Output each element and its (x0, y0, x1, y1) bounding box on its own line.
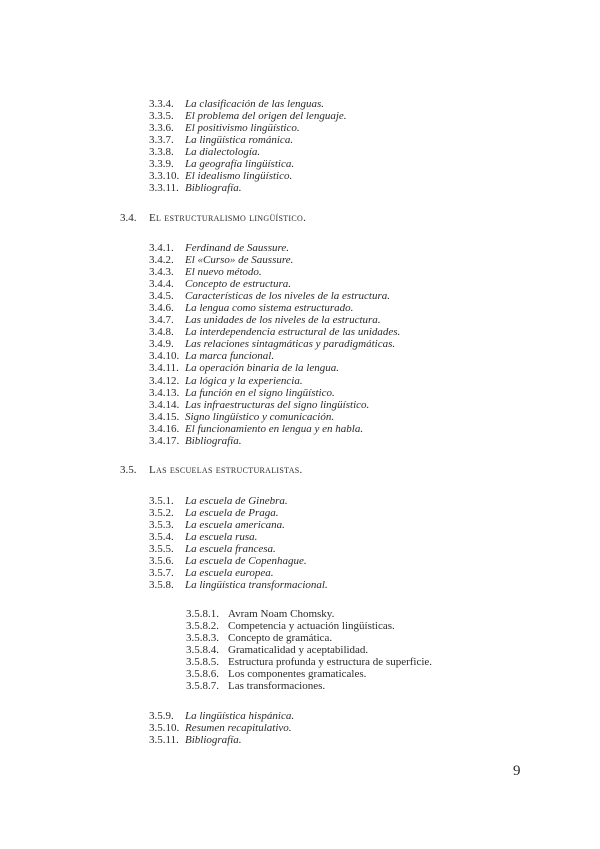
toc-entry (0, 158, 600, 170)
entry-number: 3.4.12. (149, 374, 180, 387)
toc-entry (0, 266, 600, 278)
entry-title: La clasificación de las lenguas. (185, 98, 325, 110)
entry-title: El funcionamiento en lengua y en habla. (185, 422, 364, 435)
entry-title: Concepto de gramática. (228, 632, 333, 645)
entry-number: 3.3.7. (149, 134, 174, 147)
toc-entry (0, 680, 600, 692)
toc-entry (0, 122, 600, 134)
toc-entry (0, 242, 600, 254)
entry-title: Resumen recapitulativo. (185, 722, 292, 735)
toc-entry (0, 495, 600, 507)
toc-entry (0, 644, 600, 656)
entry-number: 3.4.9. (149, 338, 174, 351)
entry-title: El nuevo método. (185, 266, 262, 279)
entry-title: Signo lingüístico y comunicación. (185, 410, 335, 423)
toc-entry (0, 722, 600, 734)
entry-number: 3.5.1. (149, 495, 174, 507)
toc-entry (0, 734, 600, 746)
entry-title: La marca funcional. (185, 350, 275, 363)
entry-number: 3.4.11. (149, 362, 179, 375)
entry-title: El positivismo lingüístico. (185, 122, 300, 135)
toc-entry (0, 435, 600, 447)
toc-entry (0, 98, 600, 110)
toc-entry (0, 668, 600, 680)
entry-number: 3.3.10. (149, 170, 180, 183)
entry-title: Los componentes gramaticales. (228, 668, 367, 681)
entry-title: El idealismo lingüístico. (185, 170, 293, 183)
entry-number: 3.4.13. (149, 386, 180, 399)
entry-number: 3.4.1. (149, 242, 174, 254)
entry-title: La escuela europea. (185, 567, 274, 580)
entry-number: 3.3.4. (149, 98, 174, 110)
toc-entry (0, 656, 600, 668)
page-number: 9 (513, 763, 521, 779)
entry-number: 3.4.15. (149, 410, 180, 423)
entry-number: 3.5.8.2. (186, 620, 219, 633)
entry-number: 3.4.3. (149, 266, 174, 279)
toc-entry (0, 362, 600, 374)
toc-list-3-5 (0, 495, 600, 591)
entry-number: 3.5.8.1. (186, 608, 219, 620)
toc-entry (0, 134, 600, 146)
toc-entry (0, 182, 600, 194)
toc-entry (0, 608, 600, 620)
entry-title: La escuela americana. (185, 519, 285, 532)
entry-title: La interdependencia estructural de las unidades. (185, 326, 401, 339)
entry-title: Las infraestructuras del signo lingüístico. (185, 398, 370, 411)
entry-title: La función en el signo lingüístico. (185, 386, 335, 399)
entry-title: La lógica y la experiencia. (185, 374, 303, 387)
entry-number: 3.5.7. (149, 567, 174, 580)
entry-title: La escuela rusa. (185, 531, 258, 544)
toc-entry (0, 567, 600, 579)
toc-list-3-5-end (0, 710, 600, 746)
entry-number: 3.5.5. (149, 543, 174, 556)
entry-number: 3.5.8.6. (186, 668, 219, 681)
toc-entry (0, 350, 600, 362)
entry-number: 3.4.7. (149, 314, 174, 327)
section-title: Las escuelas estructuralistas. (149, 464, 303, 476)
entry-number: 3.4.16. (149, 422, 180, 435)
toc-entry (0, 170, 600, 182)
toc-entry (0, 146, 600, 158)
entry-number: 3.5.8.7. (186, 680, 219, 693)
toc-entry (0, 632, 600, 644)
section-title: El estructuralismo lingüístico. (149, 212, 307, 224)
section-number: 3.4. (120, 212, 137, 224)
toc-entry (0, 555, 600, 567)
entry-title: La escuela de Copenhague. (185, 555, 307, 568)
section-number: 3.5. (120, 464, 137, 476)
entry-title: Concepto de estructura. (185, 278, 292, 291)
entry-title: Las transformaciones. (228, 680, 326, 693)
entry-title: El «Curso» de Saussure. (185, 254, 294, 267)
entry-number: 3.3.5. (149, 110, 174, 123)
entry-number: 3.3.9. (149, 158, 174, 171)
entry-number: 3.5.8.5. (186, 656, 219, 669)
entry-title: Las relaciones sintagmáticas y paradigmáticas. (185, 338, 396, 351)
entry-number: 3.5.3. (149, 519, 174, 532)
entry-number: 3.4.5. (149, 290, 174, 303)
toc-entry (0, 423, 600, 435)
entry-title: La lingüística románica. (185, 134, 294, 147)
entry-number: 3.5.6. (149, 555, 174, 568)
entry-number: 3.4.10. (149, 350, 180, 363)
entry-number: 3.5.11. (149, 734, 179, 747)
toc-entry (0, 326, 600, 338)
entry-number: 3.5.8. (149, 579, 174, 592)
toc-entry (0, 411, 600, 423)
entry-number: 3.4.8. (149, 326, 174, 339)
entry-title: La dialectología. (185, 146, 261, 159)
toc-entry (0, 110, 600, 122)
entry-title: Estructura profunda y estructura de superficie. (228, 656, 433, 669)
toc-entry (0, 519, 600, 531)
entry-title: Bibliografía. (185, 734, 242, 747)
toc-entry (0, 531, 600, 543)
entry-number: 3.5.8.4. (186, 644, 219, 657)
toc-entry (0, 710, 600, 722)
entry-title: Avram Noam Chomsky. (228, 608, 335, 620)
toc-entry (0, 278, 600, 290)
entry-number: 3.4.4. (149, 278, 174, 291)
entry-number: 3.5.10. (149, 722, 180, 735)
entry-title: La lingüística transformacional. (185, 579, 328, 592)
entry-title: Las unidades de los niveles de la estructura. (185, 314, 381, 327)
entry-title: La escuela de Praga. (185, 507, 279, 520)
entry-number: 3.5.4. (149, 531, 174, 544)
entry-number: 3.3.8. (149, 146, 174, 159)
toc-entry (0, 314, 600, 326)
toc-entry (0, 254, 600, 266)
entry-title: Competencia y actuación lingüísticas. (228, 620, 395, 633)
entry-number: 3.3.11. (149, 182, 179, 195)
entry-number: 3.5.2. (149, 507, 174, 520)
toc-list-3-3 (0, 98, 600, 194)
entry-title: Gramaticalidad y aceptabilidad. (228, 644, 369, 657)
entry-number: 3.5.9. (149, 710, 174, 722)
entry-number: 3.5.8.3. (186, 632, 219, 645)
entry-title: Ferdinand de Saussure. (185, 242, 289, 254)
toc-entry (0, 579, 600, 591)
entry-title: La operación binaria de la lengua. (185, 362, 339, 375)
entry-title: La escuela de Ginebra. (185, 495, 288, 507)
entry-title: El problema del origen del lenguaje. (185, 110, 347, 123)
entry-title: Bibliografía. (185, 434, 242, 447)
toc-entry (0, 620, 600, 632)
entry-title: La geografía lingüística. (185, 158, 295, 171)
entry-title: La escuela francesa. (185, 543, 276, 556)
toc-entry (0, 302, 600, 314)
toc-entry (0, 338, 600, 350)
toc-entry (0, 387, 600, 399)
toc-list-3-5-8 (0, 608, 600, 692)
entry-title: Características de los niveles de la estructura. (185, 290, 390, 303)
toc-entry (0, 507, 600, 519)
entry-title: Bibliografía. (185, 182, 242, 195)
toc-entry (0, 375, 600, 387)
entry-number: 3.4.2. (149, 254, 174, 267)
toc-entry (0, 290, 600, 302)
entry-number: 3.4.14. (149, 398, 180, 411)
toc-list-3-4 (0, 242, 600, 447)
toc-entry (0, 399, 600, 411)
entry-title: La lengua como sistema estructurado. (185, 302, 354, 315)
toc-entry (0, 543, 600, 555)
entry-number: 3.4.17. (149, 434, 180, 447)
entry-title: La lingüística hispánica. (185, 710, 295, 722)
entry-number: 3.4.6. (149, 302, 174, 315)
entry-number: 3.3.6. (149, 122, 174, 135)
